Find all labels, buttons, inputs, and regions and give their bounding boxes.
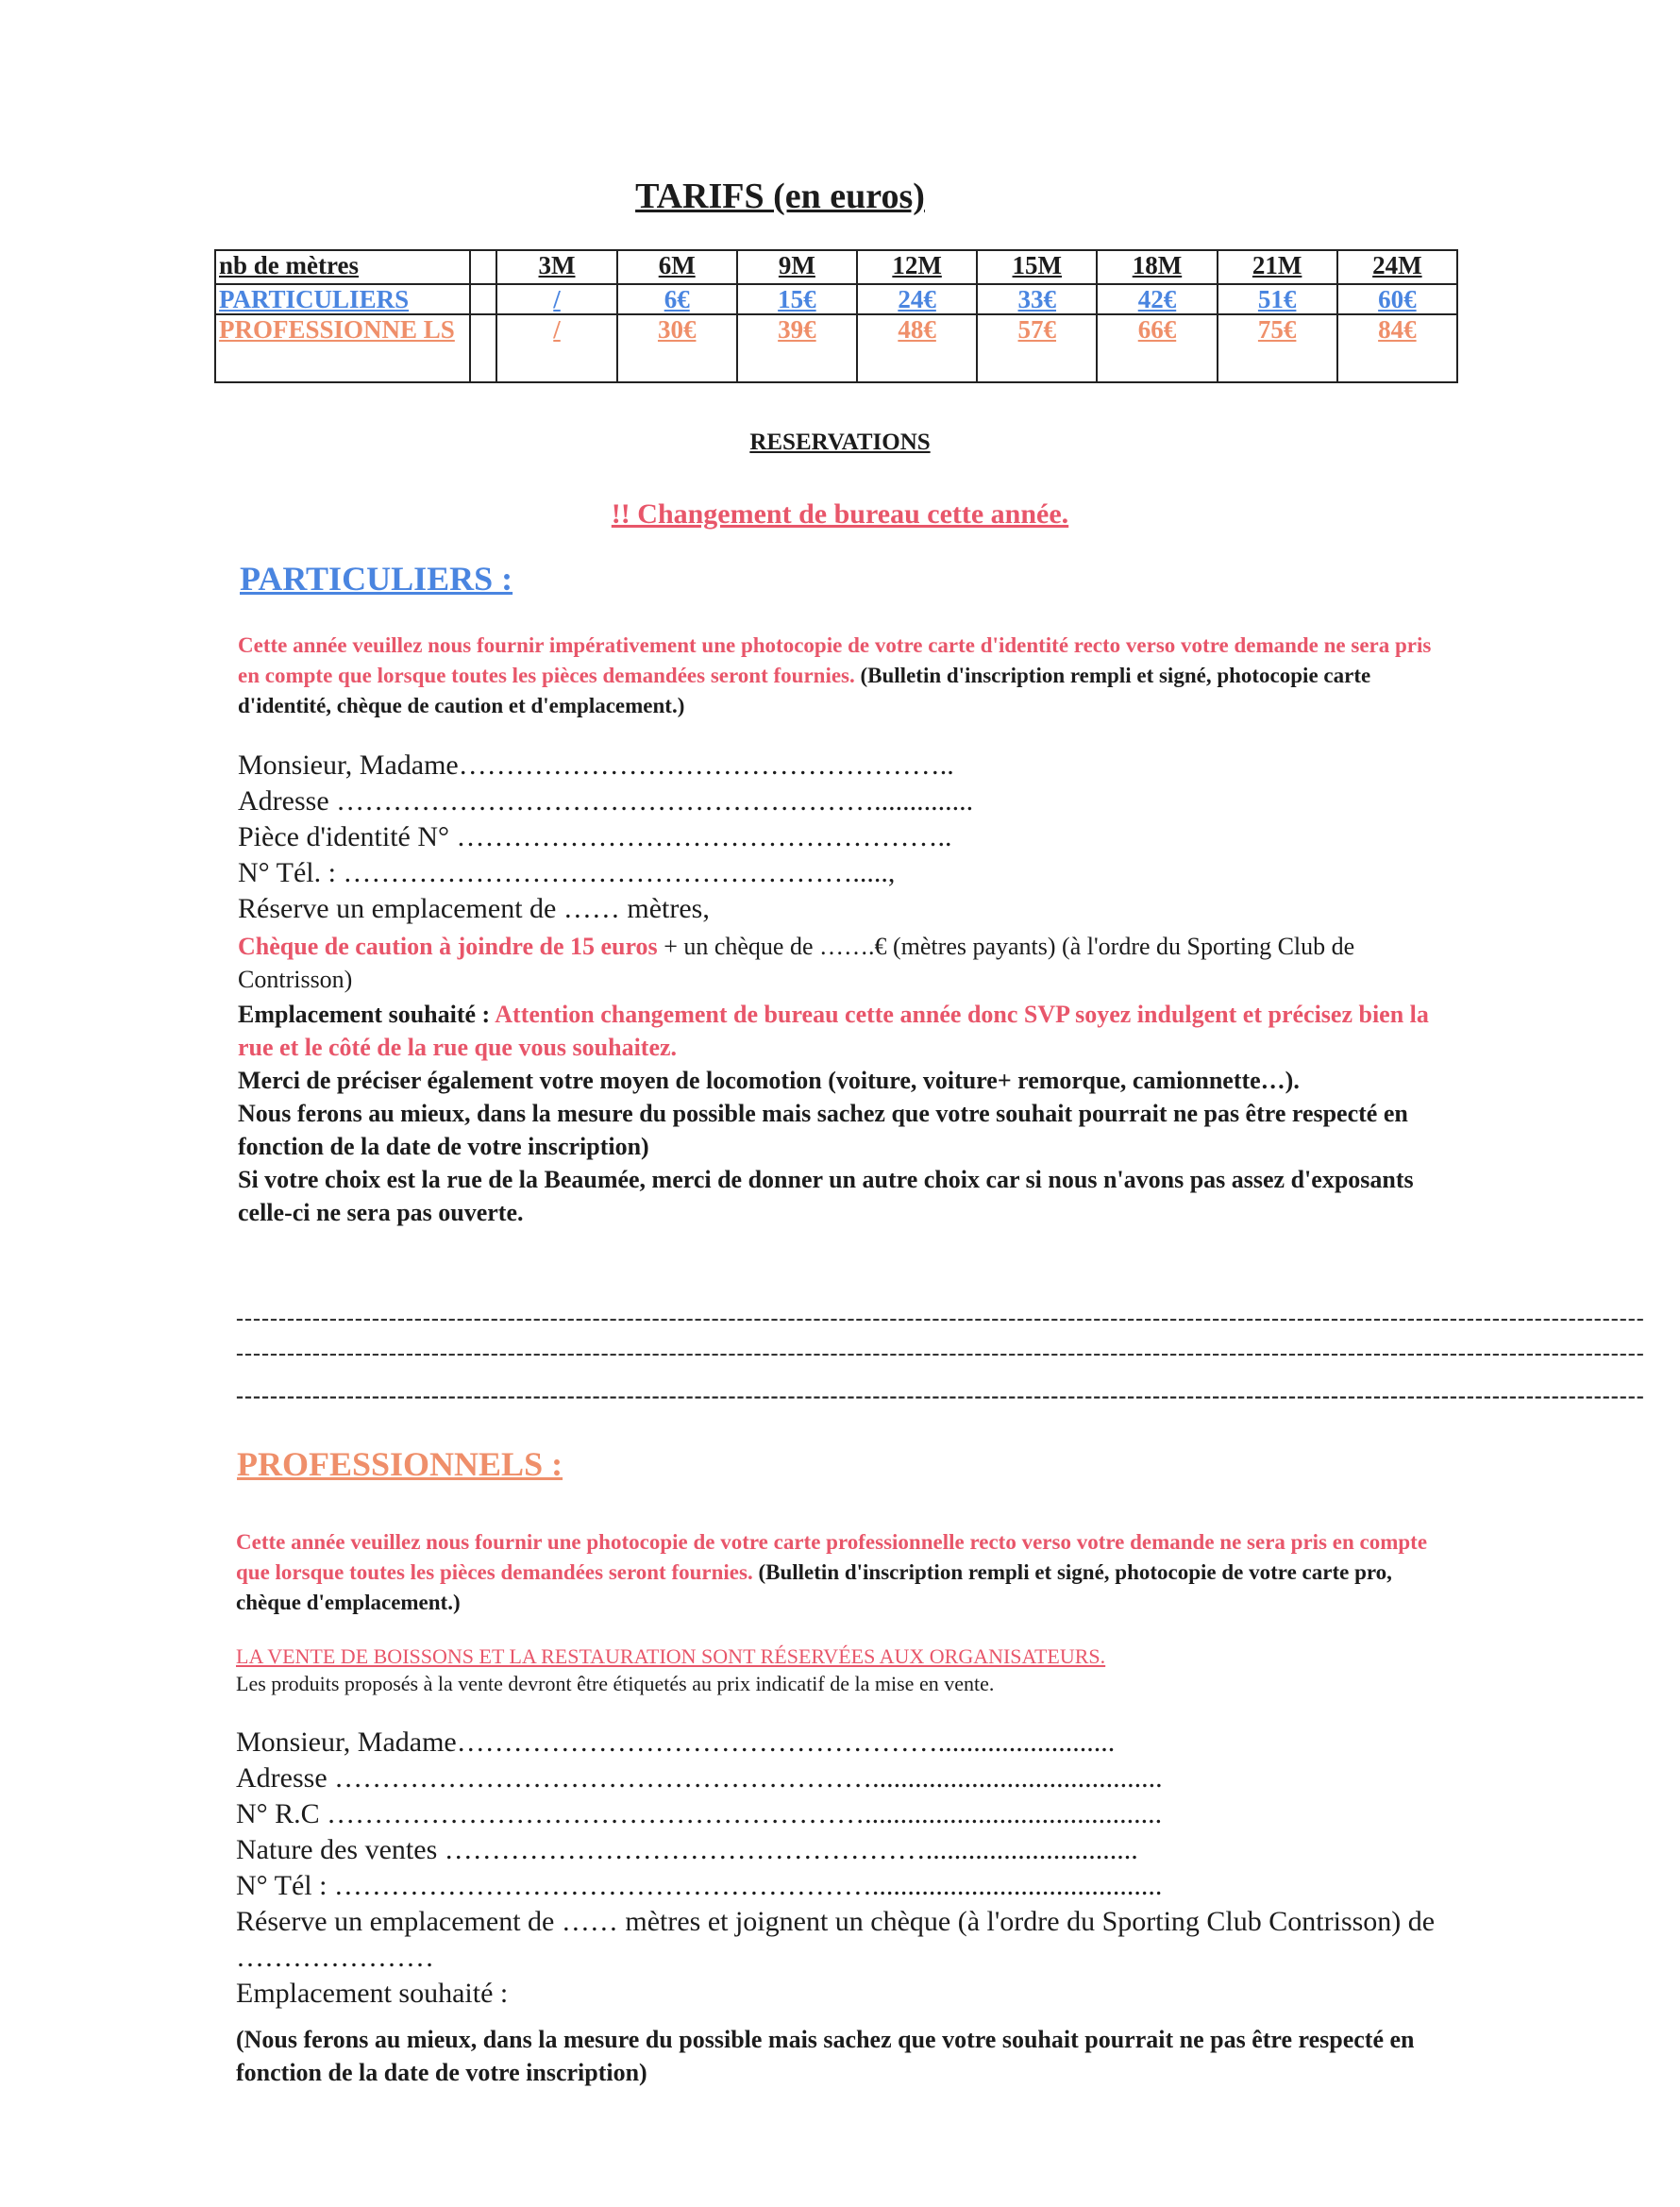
tarifs-table [214, 249, 1458, 383]
table-cell: 30€ [617, 314, 737, 382]
table-header-cell [470, 250, 496, 284]
table-cell: / [496, 314, 616, 382]
table-header-cell: 15M [977, 250, 1097, 284]
emplacement-label: Emplacement souhaité : [238, 1001, 491, 1028]
table-cell: 6€ [617, 284, 737, 314]
professionnels-mieux-text: (Nous ferons au mieux, dans la mesure du possible mais sachez que votre souhait pourrait ne pas être respecté en fonction de la date de votre inscription) [236, 2026, 1415, 2086]
professionnels-intro [236, 1527, 1439, 1618]
professionnels-name-field[interactable]: Monsieur, Madame……………………………………………......................... [236, 1727, 1116, 1758]
particuliers-heading: PARTICULIERS : [240, 560, 513, 598]
particuliers-intro-red: Cette année veuillez nous fournir impérativement une photocopie de votre carte d'identité recto verso votre demande ne sera pris en compte que lorsque toutes les pièces demandées seront fournies. [238, 633, 1432, 687]
particuliers-meters-field[interactable]: Réserve un emplacement de …… mètres, [238, 893, 710, 924]
produits-notice: Les produits proposés à la vente devront être étiquetés au prix indicatif de la mise en vente. [236, 1672, 995, 1695]
table-cell: 75€ [1218, 314, 1337, 382]
cheque-caution-text: Chèque de caution à joindre de 15 euros [238, 933, 658, 960]
table-cell: 57€ [977, 314, 1097, 382]
professionnels-nature-field[interactable]: Nature des ventes …………………………………………….............................. [236, 1834, 1138, 1865]
table-cell: 60€ [1337, 284, 1457, 314]
table-header-cell: 21M [1218, 250, 1337, 284]
particuliers-details [238, 998, 1436, 1229]
row-label-professionnels: PROFESSIONNE LS [215, 314, 470, 382]
dashed-line: ---------------------------------------------------------------------------------------------------------------------------------------------------------------------- [236, 1341, 1645, 1366]
table-cell [470, 284, 496, 314]
professionnels-meters-field[interactable]: Réserve un emplacement de …… mètres et joignent un chèque (à l'ordre du Sporting Club Contrisson) de ………………… [236, 1906, 1436, 1973]
table-header-cell: 6M [617, 250, 737, 284]
professionnels-intro-red: Cette année veuillez nous fournir une photocopie de votre carte professionnelle recto verso votre demande ne sera pris en compte que lorsque toutes les pièces demandées seront fournies. [236, 1530, 1428, 1584]
table-cell: 48€ [857, 314, 977, 382]
emplacement-line [238, 998, 1436, 1064]
dashed-line: ---------------------------------------------------------------------------------------------------------------------------------------------------------------------- [236, 1384, 1645, 1408]
table-cell [470, 314, 496, 382]
table-header-cell: 9M [737, 250, 857, 284]
table-header-cell: 12M [857, 250, 977, 284]
table-cell: 15€ [737, 284, 857, 314]
particuliers-id-field[interactable]: Pièce d'identité N° …………………………………………….. [238, 821, 952, 852]
table-header-cell: 3M [496, 250, 616, 284]
particuliers-intro [238, 631, 1436, 721]
table-row [215, 314, 1457, 382]
professionnels-intro-black: (Bulletin d'inscription rempli et signé, photocopie de votre carte pro, chèque d'emplacement.) [236, 1560, 1392, 1614]
page-title: TARIFS (en euros) [635, 177, 925, 216]
table-header-cell: nb de mètres [215, 250, 470, 284]
reservations-heading: RESERVATIONS [749, 430, 931, 455]
boissons-notice: LA VENTE DE BOISSONS ET LA RESTAURATION SONT RÉSERVÉES AUX ORGANISATEURS. [236, 1644, 1106, 1668]
locomotion-text: Merci de préciser également votre moyen de locomotion (voiture, voiture+ remorque, camionnette…). [238, 1067, 1300, 1094]
particuliers-cheque-line [238, 930, 1436, 996]
particuliers-phone-field[interactable]: N° Tél. : ………………………………………………....., [238, 857, 896, 888]
cheque-amount-text: + un chèque de …….€ (mètres payants) (à l'ordre du Sporting Club de Contrisson) [238, 933, 1355, 993]
professionnels-form [236, 1725, 1463, 2012]
table-header-cell: 18M [1097, 250, 1217, 284]
particuliers-address-field[interactable]: Adresse ………………………………………………….............. [238, 785, 974, 817]
bureau-change-notice: !! Changement de bureau cette année. [611, 498, 1069, 530]
table-cell: 33€ [977, 284, 1097, 314]
row-label-particuliers: PARTICULIERS [215, 284, 470, 314]
beaumee-text: Si votre choix est la rue de la Beaumée, merci de donner un autre choix car si nous n'avons pas assez d'exposants celle-ci ne sera pas ouverte. [238, 1166, 1414, 1226]
particuliers-form [238, 748, 1465, 927]
dashed-line: ---------------------------------------------------------------------------------------------------------------------------------------------------------------------- [236, 1306, 1645, 1331]
particuliers-mieux-text: Nous ferons au mieux, dans la mesure du possible mais sachez que votre souhait pourrait ne pas être respecté en fonction de la date de votre inscription) [238, 1100, 1408, 1160]
table-cell: 42€ [1097, 284, 1217, 314]
particuliers-intro-black: (Bulletin d'inscription rempli et signé, photocopie carte d'identité, chèque de caution et d'emplacement.) [238, 664, 1371, 717]
professionnels-phone-field[interactable]: N° Tél : …………………………………………………......................................... [236, 1870, 1163, 1901]
table-cell: / [496, 284, 616, 314]
professionnels-rc-field[interactable]: N° R.C ………………………………………………….......................................... [236, 1798, 1163, 1829]
professionnels-address-field[interactable]: Adresse …………………………………………………......................................... [236, 1762, 1163, 1794]
professionnels-emplacement-field[interactable]: Emplacement souhaité : [236, 1978, 509, 2009]
emplacement-notice: Attention changement de bureau cette année donc SVP soyez indulgent et précisez bien la rue et le côté de la rue que vous souhaitez. [238, 1001, 1429, 1061]
particuliers-name-field[interactable]: Monsieur, Madame…………………………………………….. [238, 750, 954, 781]
table-row [215, 284, 1457, 314]
table-cell: 51€ [1218, 284, 1337, 314]
table-cell: 66€ [1097, 314, 1217, 382]
table-cell: 24€ [857, 284, 977, 314]
table-header-cell: 24M [1337, 250, 1457, 284]
professionnels-heading: PROFESSIONNELS : [237, 1445, 563, 1483]
table-cell: 39€ [737, 314, 857, 382]
table-header-row [215, 250, 1457, 284]
table-cell: 84€ [1337, 314, 1457, 382]
